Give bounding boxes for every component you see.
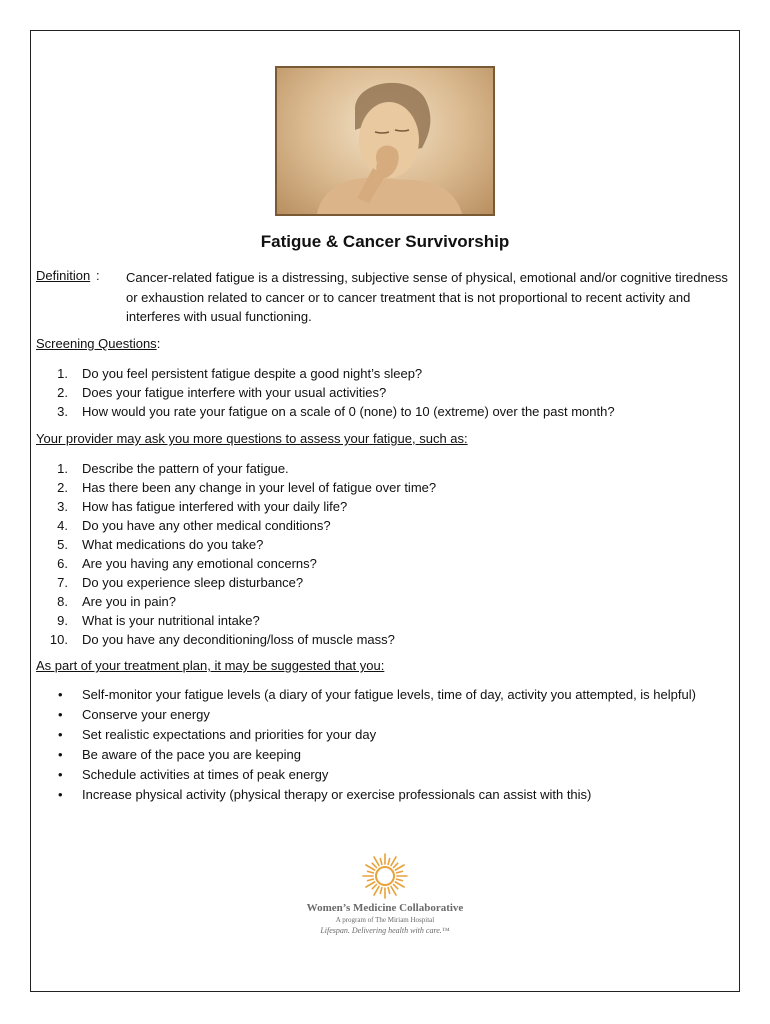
sunburst-ray [397,879,403,881]
list-item [36,497,736,516]
list-number: 1. [57,366,68,381]
list-number: 7. [57,575,68,590]
list-number: 5. [57,537,68,552]
bullet-item [36,765,736,785]
assessment-heading [36,431,468,446]
logo-tagline: Lifespan. Delivering health with care.™ [320,926,450,935]
bullet-icon: • [58,767,63,782]
sunburst-ray [368,871,374,873]
logo-name: Women’s Medicine Collaborative [306,902,464,914]
bullet-item-text: Conserve your energy [82,707,210,722]
list-number: 4. [57,518,68,533]
assessment-list [36,459,736,649]
bullet-item-text: Be aware of the pace you are keeping [82,747,301,762]
list-item-text: Has there been any change in your level of fatigue over time? [82,480,437,495]
list-number: 3. [57,499,68,514]
sunburst-ray [393,863,397,867]
page-title: Fatigue & Cancer Survivorship [260,232,510,251]
bullet-icon: • [58,747,63,762]
list-item-text: Do you have any deconditioning/loss of muscle mass? [82,632,395,647]
list-item-text: How would you rate your fatigue on a scale of 0 (none) to 10 (extreme) over the past month? [82,404,615,419]
screening-heading [36,336,160,351]
sunburst-ray [388,859,390,865]
list-item-text: How has fatigue interfered with your daily life? [82,499,348,514]
sunburst-ray [374,886,379,895]
list-item [36,364,736,383]
assessment-heading-text: Your provider may ask you more questions to assess your fatigue, such as: [36,431,468,446]
sunburst-ray [368,879,374,881]
bullet-item-text: Schedule activities at times of peak energy [82,767,329,782]
sunburst-ray [372,884,376,888]
list-number: 2. [57,385,68,400]
sunburst-ray [380,888,382,894]
treatment-list [36,685,736,805]
bullet-icon: • [58,707,63,722]
list-item-text: Do you experience sleep disturbance? [82,575,304,590]
list-item [36,592,736,611]
list-number: 10. [49,632,68,647]
list-item [36,535,736,554]
list-item [36,516,736,535]
list-number: 3. [57,404,68,419]
sunburst-icon [280,852,490,900]
bullet-item [36,745,736,765]
screening-heading-colon: : [156,336,161,351]
list-number: 8. [57,594,68,609]
list-item [36,459,736,478]
treatment-heading-text: As part of your treatment plan, it may be suggested that you: [36,658,385,673]
sunburst-ray [388,888,390,894]
list-item [36,402,736,421]
definition-label [36,268,90,283]
sunburst-ray [372,863,376,867]
list-item-text: Do you have any other medical conditions? [82,518,331,533]
bullet-icon: • [58,787,63,802]
list-item [36,478,736,497]
sunburst-ray [391,857,396,866]
womens-medicine-collaborative-logo [280,852,490,942]
sunburst-ray [391,886,396,895]
bullet-item [36,685,736,705]
list-item [36,630,736,649]
definition-colon: : [96,268,100,283]
list-item-text: Are you in pain? [82,594,176,609]
bullet-item-text: Increase physical activity (physical therapy or exercise professionals can assist with this) [82,787,592,802]
list-number: 1. [57,461,68,476]
list-item-text: Does your fatigue interfere with your usual activities? [82,385,387,400]
sunburst-ray [374,857,379,866]
list-item-text: Are you having any emotional concerns? [82,556,317,571]
list-number: 6. [57,556,68,571]
list-number: 9. [57,613,68,628]
list-item-text: Do you feel persistent fatigue despite a good night’s sleep? [82,366,423,381]
logo-subtitle: A program of The Miriam Hospital [335,916,435,924]
bullet-item [36,725,736,745]
bullet-item-text: Self-monitor your fatigue levels (a diary of your fatigue levels, time of day, activity you attempted, is helpful) [82,687,696,702]
woman-yawning-photo [275,66,495,216]
list-item-text: Describe the pattern of your fatigue. [82,461,289,476]
screening-list [36,364,736,421]
list-item [36,383,736,402]
sunburst-ray [393,884,397,888]
sunburst-ray [397,871,403,873]
sunburst-ray [366,865,375,870]
list-item-text: What medications do you take? [82,537,264,552]
definition-text: Cancer-related fatigue is a distressing, subjective sense of physical, emotional and/or cognitive tiredness or exhaustion related to cancer or to cancer treatment that is not proportional to recent activity and interferes with usual functioning. [126,270,728,324]
definition-label-text: Definition [36,268,91,283]
sunburst-ray [395,882,404,887]
sunburst-ray [395,865,404,870]
list-item [36,573,736,592]
photo-illustration [277,68,493,214]
treatment-heading [36,658,384,673]
list-number: 2. [57,480,68,495]
bullet-item [36,785,736,805]
sunburst-ray [380,859,382,865]
sunburst-ray [366,882,375,887]
bullet-icon: • [58,727,63,742]
list-item [36,554,736,573]
bullet-icon: • [58,687,63,702]
bullet-item-text: Set realistic expectations and priorities for your day [82,727,377,742]
list-item [36,611,736,630]
list-item-text: What is your nutritional intake? [82,613,260,628]
bullet-item [36,705,736,725]
screening-heading-text: Screening Questions [36,336,157,351]
